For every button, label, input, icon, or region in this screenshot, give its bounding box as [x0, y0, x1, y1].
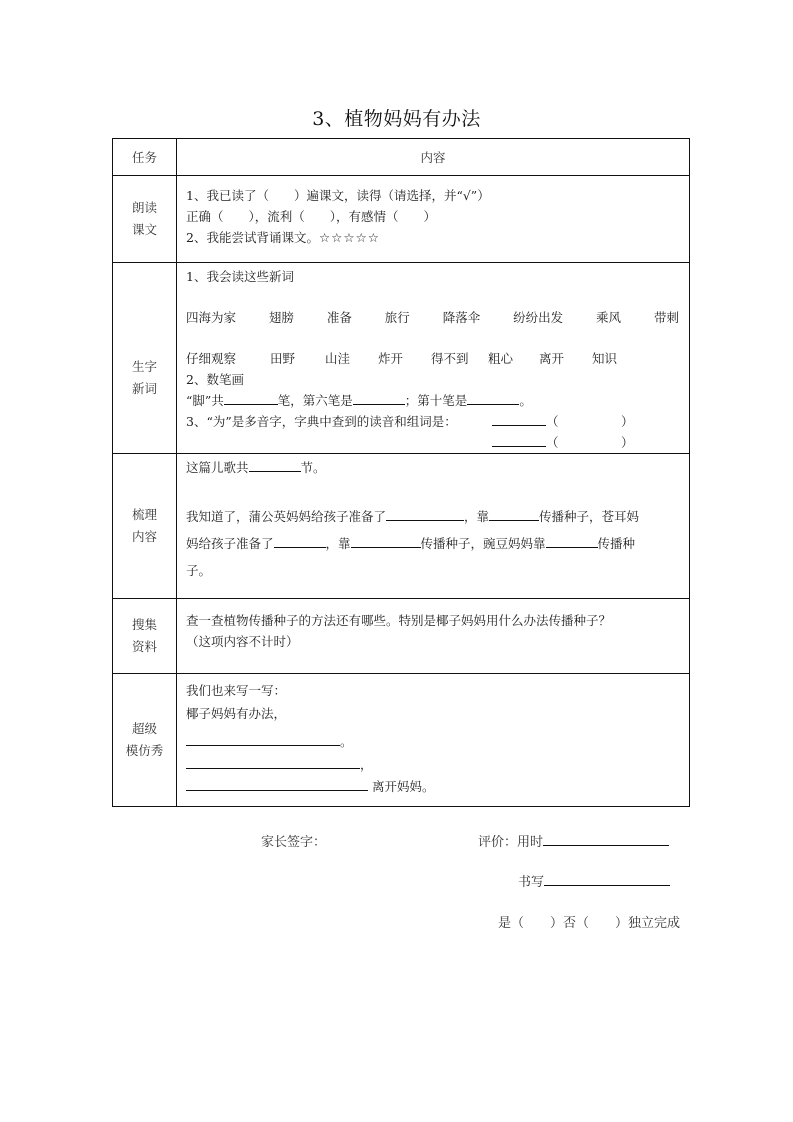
word: 离开 [539, 351, 565, 366]
table-row-organize [113, 454, 690, 599]
word-blank-2[interactable]: （ ） [546, 435, 634, 450]
stanza-count-blank[interactable] [249, 457, 301, 472]
task-cell-research: 搜集 资料 [113, 599, 177, 674]
word: 翅膀 [268, 310, 294, 325]
pea-method-blank[interactable] [546, 533, 598, 548]
page-title: 3、植物妈妈有办法 [312, 108, 481, 130]
table-row-research [113, 599, 690, 674]
word: 带刺 [653, 310, 679, 325]
word: 知识 [592, 351, 618, 366]
pinyin-blank-1[interactable] [492, 411, 546, 426]
table-row-new-words [113, 263, 690, 454]
tenth-stroke-blank[interactable] [467, 390, 519, 405]
dandelion-prepared-blank[interactable] [386, 506, 464, 521]
new-words-q1: 1、我会读这些新词 [186, 269, 294, 284]
eval-time-line: 评价：用时 [478, 831, 669, 850]
word: 粗心 [488, 351, 514, 366]
polyphone-line-1: 3、“为”是多音字，字典中查到的读音和组词是： （ ） [186, 411, 683, 432]
organize-paragraph: 我知道了，蒲公英妈妈给孩子准备了 ，靠 传播种子，苍耳妈 妈给孩子准备了 ，靠 传播种子，豌豆妈妈靠 传播种 子。 [186, 503, 683, 584]
task-table [112, 138, 690, 807]
header-task: 任务 [113, 139, 177, 176]
new-words-q2: 2、数笔画 [186, 372, 244, 387]
word: 仔细观察 [186, 351, 237, 366]
task-cell-new-words: 生字 新词 [113, 263, 177, 454]
stroke-count-line: “脚”共 笔，第六笔是 ；第十笔是 。 [186, 390, 683, 411]
reading-item-1[interactable]: 1、我已读了（ ）遍课文，读得（请选择，并“√”） [186, 188, 490, 203]
word: 四海为家 [186, 310, 237, 325]
word: 纷纷出发 [513, 310, 564, 325]
content-cell-reading [177, 176, 690, 263]
pinyin-blank-2[interactable] [492, 432, 546, 447]
organize-line-1: 这篇儿歌共 节。 [186, 457, 683, 478]
word: 田野 [270, 351, 296, 366]
imitate-line-2: ， [186, 754, 683, 776]
imitate-line-3: 离开妈妈。 [186, 776, 683, 798]
header-content: 内容 [177, 139, 690, 176]
imitate-blank-2[interactable] [186, 754, 360, 769]
word: 准备 [326, 310, 352, 325]
stroke-total-blank[interactable] [224, 390, 278, 405]
writing-blank[interactable] [544, 871, 670, 886]
word: 旅行 [384, 310, 410, 325]
word: 炸开 [378, 351, 404, 366]
star-rating[interactable]: ☆☆☆☆☆ [318, 230, 380, 245]
word: 得不到 [431, 351, 469, 366]
word-blank-1[interactable]: （ ） [546, 414, 634, 429]
cocklebur-method-blank[interactable] [351, 533, 421, 548]
imitate-line-1: 。 [186, 730, 683, 754]
reading-item-2: 2、我能尝试背诵课文。☆☆☆☆☆ [186, 230, 380, 245]
word: 降落伞 [442, 310, 481, 325]
task-cell-organize: 梳理 内容 [113, 454, 177, 599]
imitate-blank-1[interactable] [186, 731, 340, 746]
dandelion-method-blank[interactable] [489, 506, 539, 521]
task-cell-imitate: 超级 模仿秀 [113, 674, 177, 807]
polyphone-line-2 [186, 432, 683, 453]
word-list-row-1 [186, 307, 683, 328]
table-row-reading [113, 176, 690, 263]
task-cell-reading: 朗读 课文 [113, 176, 177, 263]
content-cell-new-words [177, 263, 690, 454]
writing-eval-line: 书写 [518, 871, 670, 890]
sixth-stroke-blank[interactable] [353, 390, 405, 405]
imitate-blank-3[interactable] [186, 776, 368, 791]
word-list-row-2 [186, 348, 683, 369]
word: 乘风 [596, 310, 622, 325]
independent-completion[interactable]: 是（ ）否（ ）独立完成 [498, 916, 681, 931]
word: 山洼 [325, 351, 351, 366]
table-row-imitate [113, 674, 690, 807]
time-blank[interactable] [543, 831, 669, 846]
reading-options[interactable]: 正确（ ），流利（ ），有感情（ ） [186, 209, 437, 224]
content-cell-imitate: 我们也来写一写： 椰子妈妈有办法， 。 ， 离开妈妈。 [177, 674, 690, 807]
parent-signature-label: 家长签字： [261, 835, 327, 850]
cocklebur-prepared-blank[interactable] [274, 533, 326, 548]
table-header-row [113, 139, 690, 176]
content-cell-research: 查一查植物传播种子的方法还有哪些。特别是椰子妈妈用什么办法传播种子？ （这项内容不计时） [177, 599, 690, 674]
content-cell-organize [177, 454, 690, 599]
